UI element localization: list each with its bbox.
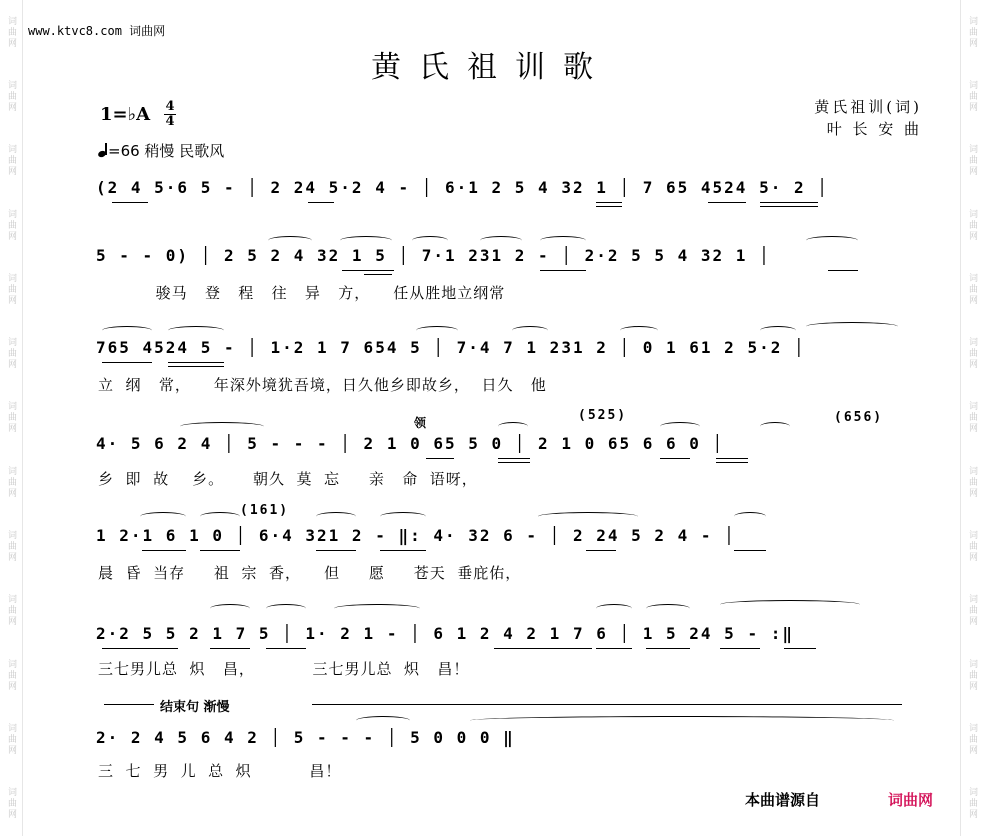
grace-notes-1: (525)	[578, 408, 628, 423]
watermark-text: 词曲网	[6, 337, 16, 371]
watermark-text: 词曲网	[6, 15, 16, 49]
composer-credit: 叶 长 安 曲	[826, 120, 922, 138]
score-system-5	[0, 512, 982, 602]
watermark-text: 词曲网	[967, 208, 977, 242]
watermark-text: 词曲网	[6, 465, 16, 499]
ending-bracket-left	[104, 704, 154, 705]
watermark-text: 词曲网	[967, 594, 977, 628]
notation-line: 765 4524 5 - │ 1·2 1 7 654 5 │ 7·4 7 1 231 2 │ 0 1 61 2 5·2 │	[96, 338, 806, 357]
watermark-text: 词曲网	[6, 787, 16, 821]
watermark-text: 词曲网	[967, 787, 977, 821]
notation-line: (2 4 5·6 5 - │ 2 24 5·2 4 - │ 6·1 2 5 4 32 1 │ 7 65 4524 5· 2 │	[96, 178, 829, 197]
grace-notes-2: (656)	[834, 410, 884, 425]
watermark-text: 词曲网	[6, 530, 16, 564]
ending-bracket-right	[312, 704, 902, 705]
lyric-line: 三七男儿总 炽 昌， 三七男儿总 炽 昌！	[98, 660, 470, 678]
watermark-text: 词曲网	[6, 79, 16, 113]
score-system-2	[0, 236, 982, 326]
watermark-text: 词曲网	[6, 658, 16, 692]
notation-line: 2· 2 4 5 6 4 2 │ 5 - - - │ 5 0 0 0 ‖	[96, 728, 515, 747]
lyric-line: 立 纲 常， 年深外境犹吾境，日久他乡即故乡， 日久 他	[98, 376, 547, 394]
notation-line: 4· 5 6 2 4 │ 5 - - - │ 2 1 0 65 5 0 │ 2 1 0 65 6 6 0 │	[96, 434, 725, 453]
watermark-text: 词曲网	[967, 658, 977, 692]
key-signature: 1=♭A	[100, 104, 151, 125]
ending-marking: 结束句 渐慢	[160, 700, 230, 715]
watermark-text: 词曲网	[967, 144, 977, 178]
watermark-text: 词曲网	[6, 208, 16, 242]
notation-line: 5 - - 0) │ 2 5 2 4 32 1 5 │ 7·1 231 2 - │ 2·2 5 5 4 32 1 │	[96, 246, 771, 265]
score-system-6	[0, 604, 982, 694]
grace-notes-3: (161)	[240, 503, 290, 518]
source-note: 本曲谱源自	[745, 791, 821, 809]
notation-line: 2·2 5 5 2 1 7 5 │ 1· 2 1 - │ 6 1 2 4 2 1 7 6 │ 1 5 24 5 - :‖	[96, 624, 794, 643]
watermark-text: 词曲网	[967, 337, 977, 371]
watermark-text: 词曲网	[6, 401, 16, 435]
score-system-3	[0, 326, 982, 416]
right-watermark-strip	[960, 0, 982, 836]
lead-marking: 领	[414, 416, 427, 430]
watermark-text: 词曲网	[967, 15, 977, 49]
time-top: 4	[165, 99, 175, 114]
watermark-text: 词曲网	[967, 722, 977, 756]
score-system-4	[0, 422, 982, 512]
notation-line: 1 2·1 6 1 0 │ 6·4 321 2 - ‖: 4· 32 6 - │ 2 24 5 2 4 - │	[96, 526, 736, 545]
lyric-line: 骏马 登 程 往 异 方， 任从胜地立纲常	[98, 284, 506, 302]
tempo-text: =66 稍慢 民歌风	[108, 142, 225, 160]
tempo-marking	[98, 140, 224, 161]
watermark-text: 词曲网	[967, 401, 977, 435]
watermark-text: 词曲网	[6, 272, 16, 306]
song-title: 黄氏祖训歌	[371, 50, 611, 85]
watermark-text: 词曲网	[967, 530, 977, 564]
brand-link[interactable]: 词曲网	[888, 791, 934, 809]
watermark-text: 词曲网	[6, 722, 16, 756]
watermark-text: 词曲网	[6, 144, 16, 178]
time-signature	[163, 100, 177, 129]
left-watermark-strip	[0, 0, 23, 836]
time-bottom: 4	[165, 114, 175, 129]
watermark-text: 词曲网	[967, 465, 977, 499]
lyric-line: 乡 即 故 乡。 朝久 莫 忘 亲 命 语呀，	[98, 470, 478, 488]
score-system-7	[0, 716, 982, 806]
watermark-text: 词曲网	[967, 272, 977, 306]
quarter-note-icon	[98, 143, 108, 157]
lyric-line: 三 七 男 儿 总 炽 昌！	[98, 762, 342, 780]
lyric-line: 晨 昏 当存 祖 宗 香， 但 愿 苍天 垂庇佑，	[98, 564, 522, 582]
site-url-label[interactable]: www.ktvc8.com 词曲网	[28, 24, 166, 38]
watermark-text: 词曲网	[6, 594, 16, 628]
lyricist-credit: 黄氏祖训(词)	[814, 98, 922, 116]
watermark-text: 词曲网	[967, 79, 977, 113]
